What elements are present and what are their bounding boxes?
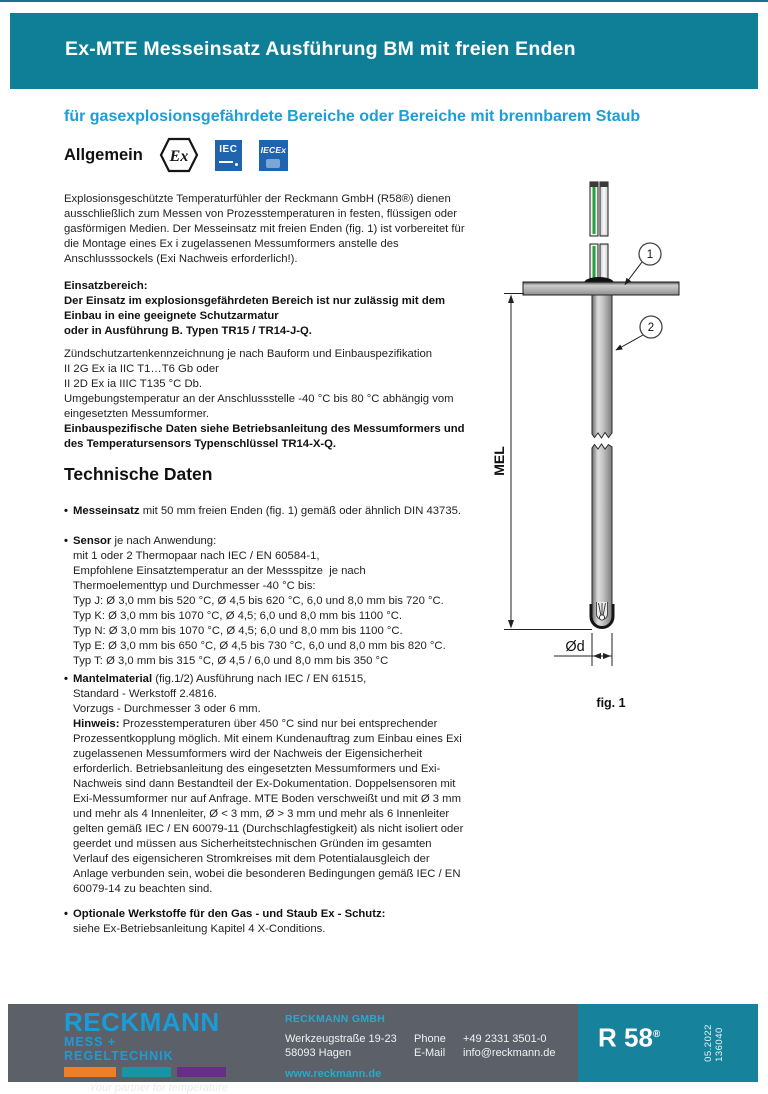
section-allgemein-row bbox=[64, 138, 288, 172]
bullet-mantelmaterial-term: Mantelmaterial bbox=[73, 673, 153, 685]
callout-1-number: 1 bbox=[646, 249, 654, 261]
bullet-hinweis-text: Prozesstemperaturen über 450 °C sind nur bei entsprechender Prozessentkopplung möglich. Mit einem Kundenauftrag zum Einbau eines Exi zugelassenen Messumformers wird der Nachweis der Eigensicherheit erforderlich. Betriebsanleitung des eingesetzten Messumformers und Exi- Nachweis sind dann Bestandteil der Ex-Dokumentation. Doppelsensoren mit Exi-Messumformer nur auf Anfrage. MTE Boden verschweißt und mit Ø 3 mm und mehr als 4 Innenleiter, Ø < 3 mm, Ø > 3 mm und mehr als 6 Innenleiter gelten gemäß IEC / EN 60079-11 (Durchschlagfestigkeit) als nicht isoliert oder geerdet und müssen aus Sicherheitstechnischen Gründen im gesamten Verlauf des eigensicheren Stromkreises mit dem Potentialausgleich der Anlage verbunden sein, wobei die besonderen Bedingungen gemäß IEC / EN 60079-14 zu beachten sind. bbox=[73, 718, 464, 895]
address-city: 58093 Hagen bbox=[285, 1047, 352, 1059]
phone-label: Phone bbox=[414, 1033, 446, 1045]
logo-bar-orange bbox=[64, 1067, 116, 1077]
probe-shaft-upper bbox=[592, 295, 612, 438]
r58-text: R 58 bbox=[598, 1022, 653, 1053]
bullet-messeinsatz bbox=[64, 504, 461, 519]
title-bar bbox=[10, 13, 758, 89]
measuring-junction bbox=[599, 615, 604, 620]
bullet-optionale-werkstoffe bbox=[64, 907, 385, 937]
company-name: RECKMANN GMBH bbox=[285, 1013, 386, 1025]
bullet-messeinsatz-term: Messeinsatz bbox=[73, 505, 140, 517]
section-heading-allgemein: Allgemein bbox=[64, 145, 143, 164]
r58-registered-symbol: ® bbox=[652, 1029, 661, 1040]
diameter-label: Ød bbox=[565, 639, 585, 655]
reckmann-logo bbox=[64, 1009, 228, 1094]
phone-number: +49 2331 3501-0 bbox=[463, 1033, 547, 1045]
zuendschutz-text: Zündschutzartenkennzeichnung je nach Bauform und Einbauspezifikation II 2G Ex ia IIC T1…T6 Gb oder II 2D Ex ia IIIC T135 °C Db. Umgebungstemperatur an der Anschlussstelle -40 °C bis 80 °C abhängig vom eingesetzten Messumformer. bbox=[64, 348, 454, 420]
bullet-sensor-term: Sensor bbox=[73, 535, 112, 547]
reckmann-logo-subline: MESS + REGELTECHNIK bbox=[64, 1035, 174, 1063]
mel-dimension bbox=[504, 294, 592, 630]
iecex-globe-icon bbox=[266, 159, 280, 168]
atex-ex-logo bbox=[160, 138, 198, 172]
brand-tagline: Your partner for temperature bbox=[89, 1082, 228, 1094]
iec-logo-bar bbox=[219, 161, 233, 163]
iecex-logo bbox=[259, 140, 288, 171]
bullet-messeinsatz-text: mit 50 mm freien Enden (fig. 1) gemäß oder ähnlich DIN 43735. bbox=[139, 505, 462, 517]
figure-1-technical-drawing bbox=[478, 170, 738, 730]
figure-caption: fig. 1 bbox=[596, 696, 626, 710]
document-code-rotated: 05.2022 136040 bbox=[703, 1024, 725, 1062]
zuendschutz-paragraph bbox=[64, 347, 465, 452]
bullet-sensor bbox=[64, 534, 446, 669]
bullet-sensor-text: je nach Anwendung: mit 1 oder 2 Thermopaar nach IEC / EN 60584-1, Empfohlene Einsatztemperatur an der Messspitze je nach Thermoelementtyp und Durchmesser -40 °C bis: Typ J: Ø 3,0 mm bis 520 °C, Ø 4,5 bis 620 °C, 6,0 und 8,0 mm bis 720 °C. Typ K: Ø 3,0 mm bis 1070 °C, Ø 4,5; 6,0 und 8,0 mm bis 1100 °C. Typ N: Ø 3,0 mm bis 1070 °C, Ø 4,5; 6,0 und 8,0 mm bis 1100 °C. Typ E: Ø 3,0 mm bis 650 °C, Ø 4,5 bis 730 °C, 6,0 und 8,0 mm bis 820 °C. Typ T: Ø 3,0 mm bis 315 °C, Ø 4,5 / 6,0 und 8,0 mm bis 350 °C bbox=[73, 535, 446, 667]
bullet-hinweis-term: Hinweis: bbox=[73, 718, 120, 730]
callout-2-number: 2 bbox=[647, 322, 655, 334]
callout-2 bbox=[616, 316, 662, 350]
probe-shaft-lower bbox=[592, 444, 612, 627]
email-address[interactable]: info@reckmann.de bbox=[463, 1047, 556, 1059]
einsatzbereich-paragraph: Einsatzbereich: Der Einsatz im explosionsgefährdeten Bereich ist nur zulässig mit dem Einbau in eine geeignete Schutzarmatur oder in Ausführung B. Typen TR15 / TR14-J-Q. bbox=[64, 280, 446, 337]
reckmann-logo-color-bars bbox=[64, 1067, 228, 1077]
email-label: E-Mail bbox=[414, 1047, 446, 1059]
atex-ex-text: Ex bbox=[169, 148, 189, 165]
reckmann-logo-wordmark: RECKMANN bbox=[64, 1007, 220, 1037]
intro-paragraph: Explosionsgeschützte Temperaturfühler der Reckmann GmbH (R58®) dienen ausschließlich zum Messen von Prozesstemperaturen in festen, flüssigen oder gasförmigen Medien. Der Messeinsatz mit freien Enden (fig. 1) ist vorbereitet für die Montage eines Ex i zugelassenen Messumformers anstelle des Anschlusssockels (Exi Nachweis erforderlich!). bbox=[64, 193, 465, 265]
section-heading-technische-daten: Technische Daten bbox=[64, 464, 213, 484]
bullet-optionale-text: siehe Ex-Betriebsanleitung Kapitel 4 X-Conditions. bbox=[73, 923, 326, 935]
iec-logo-dot bbox=[235, 163, 238, 166]
iec-logo bbox=[215, 140, 242, 171]
zuendschutz-bold-note: Einbauspezifische Daten siehe Betriebsanleitung des Messumformers und des Temperatursensors Typenschlüssel TR14-X-Q. bbox=[64, 423, 465, 450]
bullet-optionale-term: Optionale Werkstoffe für den Gas - und Staub Ex - Schutz: bbox=[73, 908, 386, 920]
bullet-mantelmaterial-text: (fig.1/2) Ausführung nach IEC / EN 61515, Standard - Werkstoff 2.4816. Vorzugs - Durchmesser 3 oder 6 mm. bbox=[73, 673, 367, 715]
footer-r58-block bbox=[578, 1004, 758, 1082]
footer-contact-block bbox=[285, 1013, 556, 1080]
page-title: Ex-MTE Messeinsatz Ausführung BM mit freien Enden bbox=[65, 38, 576, 60]
r58-brand-mark bbox=[598, 1022, 660, 1051]
mel-dimension-label: MEL bbox=[491, 446, 507, 476]
top-edge-line bbox=[0, 0, 768, 2]
iecex-logo-text: IECEx bbox=[260, 144, 287, 155]
logo-bar-purple bbox=[177, 1067, 226, 1077]
footer-bar bbox=[8, 1004, 758, 1094]
logo-bar-teal bbox=[122, 1067, 171, 1077]
website-link[interactable]: www.reckmann.de bbox=[285, 1068, 382, 1080]
callout-1 bbox=[625, 243, 661, 285]
thermocouple-wires bbox=[584, 182, 614, 289]
iec-logo-text: IEC bbox=[219, 143, 238, 155]
page-subtitle: für gasexplosionsgefährdete Bereiche oder Bereiche mit brennbarem Staub bbox=[64, 108, 641, 125]
flange-plate bbox=[523, 282, 679, 295]
bullet-mantelmaterial bbox=[64, 672, 463, 897]
address-street: Werkzeugstraße 19-23 bbox=[285, 1033, 397, 1045]
